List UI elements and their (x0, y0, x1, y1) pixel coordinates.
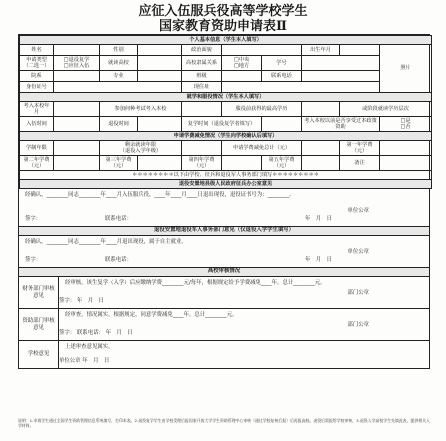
label-remaining-years (100, 141, 182, 156)
label-politics: 政治面貌 (182, 45, 222, 56)
label-apply-type (20, 56, 54, 71)
recruitment-date: 年 月 日 (305, 216, 332, 222)
label-gender: 性别 (100, 45, 138, 56)
field-major[interactable] (138, 71, 182, 82)
label-school-type: 高校隶属关系 (182, 56, 222, 71)
label-major: 专业 (100, 71, 138, 82)
form-title-line2: 国家教育资助申请表Ⅱ (159, 19, 287, 34)
label-student-id: 学号 (262, 56, 302, 71)
finance-sign-label: 签字： (59, 298, 76, 304)
aid-seal: 部门公章 (347, 322, 369, 328)
field-politics[interactable] (222, 45, 302, 56)
label-program-years: 学制年限 (20, 141, 54, 156)
aid-phone-label: 联系电话： (76, 330, 104, 336)
personal-info-table (19, 35, 432, 189)
recruitment-office-sign-row (19, 216, 429, 223)
aid-review-label: 资助部门审核意见 (19, 309, 59, 340)
label-year3-tuition: 第三年学费（元） (100, 156, 138, 171)
field-year1-tuition[interactable] (380, 141, 432, 156)
field-exam-type[interactable] (182, 102, 222, 117)
aid-date: 年 月 日 (105, 330, 133, 336)
field-phone[interactable] (302, 71, 380, 82)
label-remark: 备注 (340, 156, 380, 171)
option-return-school[interactable]: □退役复学 (63, 56, 90, 63)
label-id-number: 身份证号 (20, 82, 54, 93)
label-year4-tuition: 第四年学费（元） (182, 156, 222, 171)
label-resume-date: 复学时间（退役复学者填写） (182, 117, 262, 132)
label-class: 班级 (182, 71, 222, 82)
form-footnote: 说明：1.申请学生通过全国学生资助管理信息系统填写，打印本表。2.退役复学学生由学校受理后报国家开放大学学生资助管理中心审核（通过学校复核后报）后再报高校。退役后需报给学校审核，3.退役入学高校学生先填此表，提供相关入学材料。 (18, 418, 430, 428)
label-highest-degree: 服役前获得的最高学历 (222, 102, 302, 117)
field-resume-date[interactable] (262, 117, 302, 132)
section-recruitment-office: 退役安置地县级人民政府征兵办公室意见 (20, 180, 432, 189)
label-address: 现住址 (182, 82, 222, 93)
aid-review-text: 经审查，情况属实。根据规定，同意学费减免____年，总计________元。 (65, 312, 238, 318)
section-tuition-waiver: 申请学费减免情况（学生向学校确认后填写） (20, 132, 432, 141)
finance-review-label: 财务部门审核意见 (19, 277, 59, 308)
finance-date: 年 月 日 (76, 298, 104, 304)
field-gender[interactable] (138, 45, 182, 56)
field-year3-tuition[interactable] (138, 156, 182, 171)
apply-type-sub: （二选一） (23, 63, 50, 69)
field-waiver-total[interactable] (302, 141, 340, 156)
aid-sign-label: 签字： (59, 330, 76, 336)
field-enlist-date[interactable] (54, 117, 100, 132)
option-enlist[interactable]: □应征入伍 (63, 63, 90, 69)
field-program-years[interactable] (54, 141, 100, 156)
field-id-number[interactable] (54, 82, 182, 93)
section-veterans-affairs: 退役安置地退役军人事务部门意见（仅退役入学学生填写） (19, 227, 429, 236)
label-exam-type: 参加何种考试考入本校 (100, 102, 182, 117)
recruitment-sign-label: 签字： (25, 216, 42, 222)
application-form (18, 34, 430, 369)
photo-box: 照片 (380, 45, 432, 93)
field-class[interactable] (222, 71, 262, 82)
label-enroll-date: 考入本校年月 (20, 102, 54, 117)
field-remaining-years[interactable] (182, 141, 222, 156)
apply-type-options[interactable] (54, 56, 100, 71)
field-enroll-date[interactable] (54, 102, 100, 117)
option-central[interactable]: □中央 (233, 56, 250, 63)
school-opinion-block (19, 341, 429, 368)
aid-review-block (19, 309, 429, 341)
label-discharge-date: 退役时间 (100, 117, 138, 132)
veterans-seal: 单位公章 (347, 249, 369, 255)
field-name[interactable] (54, 45, 100, 56)
option-local[interactable]: □地方 (233, 63, 250, 69)
remaining-years-text: 剩余就读年限 (124, 141, 157, 148)
option-yes[interactable]: □是 (400, 117, 411, 124)
school-opinion-label: 学校意见 (19, 341, 59, 368)
section-personal-info: 个人基本信息（学生本人填写） (20, 36, 432, 45)
veterans-affairs-text: 经确认，________同志________年____月退出现役，属于自主就业。 (25, 239, 187, 245)
school-seal: 单位公章 (59, 358, 81, 364)
aid-sign-row (59, 330, 429, 337)
finance-review-block (19, 277, 429, 309)
veterans-affairs-block (19, 236, 429, 268)
recruitment-phone-label: 联系电话： (105, 216, 132, 222)
field-birth[interactable] (340, 45, 380, 56)
prior-support-options[interactable] (380, 117, 432, 132)
section-school-review: 高校审核情况 (19, 268, 429, 277)
recruitment-office-text: 经确认，________同志________年____月入伍服兵役，____年____月____日退出现役，退役证书号为：________。 (25, 192, 295, 198)
field-remark[interactable] (380, 156, 432, 171)
field-address[interactable] (222, 82, 380, 93)
field-year5-tuition[interactable] (302, 156, 340, 171)
label-school: 就读高校 (100, 56, 138, 71)
label-year1-tuition: 第一年学费（元） (340, 141, 380, 156)
school-type-options[interactable] (222, 56, 262, 71)
label-enlist-date: 入伍时间 (20, 117, 54, 132)
veterans-sign-label: 签字： (25, 257, 42, 263)
option-no[interactable]: □否 (400, 124, 411, 130)
school-sign-row (59, 358, 429, 365)
label-waiver-total: 申请学费减免总计（元） (222, 141, 302, 156)
label-current-degree: 或阶段就读学历层次 (340, 102, 432, 117)
label-year2-tuition: 第二年学费（元） (20, 156, 54, 171)
field-year2-tuition[interactable] (54, 156, 100, 171)
field-discharge-date[interactable] (138, 117, 182, 132)
recruitment-seal: 单位公章 (347, 208, 369, 214)
label-year5-tuition: 第五年学费（元） (262, 156, 302, 171)
separator-line: ＊＊＊＊＊＊＊＊以下由学校、征兵和退役军人事务部门填写＊＊＊＊＊＊＊＊＊ (20, 171, 432, 180)
label-dept: 院系 (20, 71, 54, 82)
finance-review-text: 经审核，该生复学（入学）后应缴纳学费________元/每年，根据规定给予学费减免____年，总计________元。 (65, 280, 326, 286)
veterans-date: 年 月 日 (305, 257, 332, 263)
finance-review-body (59, 277, 429, 308)
label-birth: 出生年月 (302, 45, 340, 56)
aid-review-body (59, 309, 429, 340)
label-name: 姓名 (20, 45, 54, 56)
form-title-line1: 应征入伍服兵役高等学校学生 (138, 4, 308, 19)
recruitment-office-block (19, 189, 429, 227)
remaining-years-sub: （退役入学年级） (119, 148, 162, 154)
field-student-id[interactable] (302, 56, 380, 71)
finance-sign-row (59, 298, 429, 305)
field-dept[interactable] (54, 71, 100, 82)
field-highest-degree[interactable] (302, 102, 340, 117)
school-opinion-body (59, 341, 429, 368)
field-year4-tuition[interactable] (222, 156, 262, 171)
veterans-phone-label: 联系电话： (105, 257, 132, 263)
school-opinion-text: 上述审查意见属实。 (65, 344, 114, 350)
section-study-service: 就学和服役情况（学生本人填写） (20, 93, 432, 102)
label-phone: 联系电话 (262, 71, 302, 82)
school-date: 年 月 日 (82, 358, 110, 364)
field-school[interactable] (138, 56, 182, 71)
apply-type-text: 申请类型 (26, 56, 47, 63)
finance-seal: 部门公章 (347, 290, 369, 296)
label-prior-support: 考入本校以前是否享受过本政策资助 (302, 117, 380, 132)
veterans-affairs-sign-row (19, 257, 429, 264)
